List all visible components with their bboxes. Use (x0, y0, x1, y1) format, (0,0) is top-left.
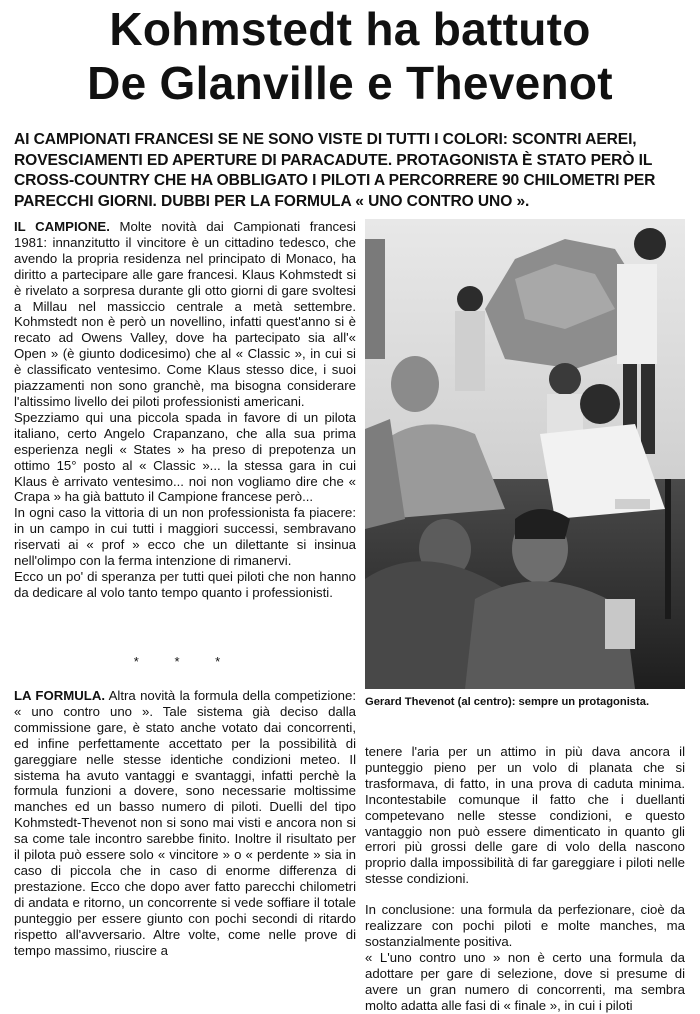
section-formula-text-1: Altra novità la formula della competizione: « uno contro uno ». Tale sistema già deciso dalla commissione gare, è stato anche votato dai concorrenti, ed infine perfettamente accettato per la possibilità di gareggiare nelle stesse identiche condizioni meteo. Il sistema ha avuto vantaggi e svantaggi, infatti perchè la formula funzioni a dovere, sono necessarie moltissime manches ed un basso numero di piloti. Duelli del tipo Kohmstedt-Thevenot non si sono mai visti e ancora non si sa come tale incontro sarebbe finito. Inoltre il risultato per il pilota può essere solo « vincitore » o « perdente » sia in caso di piccola che in caso di enorme differenza di prestazione. Ecco che dopo aver fatto parecchi chilometri di andata e ritorno, un concorrente si vede soffiare il totale punteggio per essere giunto con pochi secondi di ritardo rispetto all'avversario. Altre volte, come nelle prove di tempo massimo, riuscire a (14, 688, 357, 958)
section-separator: * * * (133, 654, 237, 669)
lead-paragraph: AI CAMPIONATI FRANCESI SE NE SONO VISTE DI TUTTI I COLORI: SCONTRI AEREI, ROVESCIAMENTI ED APERTURE DI PARACADUTE. PROTAGONISTA È STATO PERÒ IL CROSS-COUNTRY CHE HA OBBLIGATO I PILOTI A PERCORRERE 90 CHILOMETRI PER PARECCHI GIORNI. DUBBI PER LA FORMULA « UNO CONTRO UNO ». (14, 131, 656, 210)
section-formula-paragraph-3: « L'uno contro uno » non è certo una formula da adottare per gare di selezione, dove si presume di avere un gran numero di concorrenti, ma sembra molto adatta alle fasi di « finale », in cui i piloti (365, 949, 685, 1013)
section-formula-heading: LA FORMULA. (14, 688, 106, 703)
paragraph-gap (365, 887, 685, 902)
section-champion-paragraph-2: Spezziamo qui una piccola spada in favore di un pilota italiano, certo Angelo Crapanzano, che alla sua prima esperienza negli « States » ha preso di prepotenza un ottimo 15° posto al « Classic »... la stessa gara in cui Klaus è arrivato ventesimo... noi non vogliamo dire che « Crapa » ha già battuto il Campione francese però... (14, 409, 356, 505)
photo-caption: Gerard Thevenot (al centro): sempre un protagonista. (365, 696, 650, 708)
column-left-bottom (14, 688, 356, 958)
photo-image (365, 219, 685, 689)
photo-pilots (365, 219, 685, 689)
section-formula-paragraph-1 (14, 688, 356, 958)
section-champion-paragraph-3: In ogni caso la vittoria di un non professionista fa piacere: in un campo in cui tutti i maggiori successi, sembravano riservati ai « prof » ecco che un dilettante si insinua nell'olimpo con la ferma intenzione di rimanervi. (14, 505, 356, 569)
headline-line-2: De Glanville e Thevenot (87, 57, 613, 109)
section-champion-text-1: Molte novità dai Campionati francesi 1981: innanzitutto il vincitore è un cittadino tedesco, che avendo la propria residenza nel principato di Monaco, ha diritto a partecipare alle gare francesi. Klaus Kohmstedt si è rivelato a sorpresa durante gli otto giorni di gare svoltesi a Millau nel massiccio centrale a metà settembre. Kohmstedt non è però un novellino, infatti quest'anno si è recato ad Owens Valley, dove ha partecipato sia all'« Open » (è giunto dodicesimo) che al « Classic », in cui si è classificato ventesimo. Come Klaus stesso dice, i suoi piazzamenti non sono granchè, ma bisogna considerare l'altissimo livello dei piloti professionisti americani. (14, 219, 356, 409)
headline (0, 2, 700, 110)
headline-line-1: Kohmstedt ha battuto (109, 3, 591, 55)
section-formula-paragraph-2: In conclusione: una formula da perfezionare, cioè da realizzare con pochi piloti e molte manches, ma sostanzialmente positiva. (365, 902, 685, 949)
section-champion-heading: IL CAMPIONE. (14, 219, 110, 234)
section-champion-paragraph-4: Ecco un po' di speranza per tutti quei piloti che non hanno da dedicare al volo tanto tempo quanto i professionisti. (14, 568, 356, 600)
section-formula-continuation: tenere l'aria per un attimo in più dava ancora il punteggio pieno per un volo di planata che si trasformava, di fatto, in una prova di caduta minima. Incontestabile comunque il fatto che i duellanti competevano nelle stesse condizioni, e questo vantaggio non può essere dimenticato in quanto gli errori più grossi delle gare di volo della nascono proprio dalla impossibilità di far gareggiare i piloti nelle stesse condizioni. (365, 744, 685, 887)
column-right-bottom (365, 744, 685, 1014)
column-left-top (14, 219, 356, 601)
section-champion-paragraph-1 (14, 219, 356, 410)
